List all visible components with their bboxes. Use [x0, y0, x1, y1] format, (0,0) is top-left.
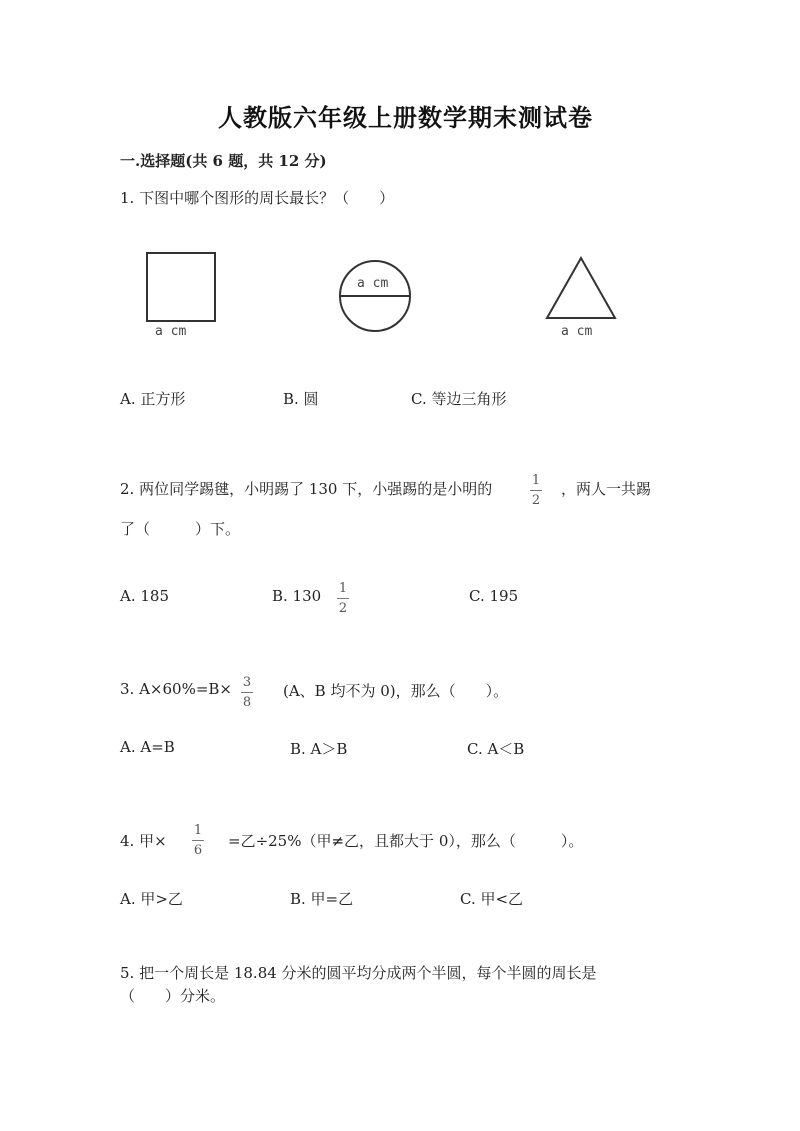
question-4-fraction — [192, 824, 204, 857]
page-title: 人教版六年级上册数学期末测试卷 — [218, 103, 593, 132]
square-side-label: a cm — [155, 324, 187, 339]
question-5-text-part2: （ ）分米。 — [120, 987, 226, 1005]
question-4-option-c: C. 甲<乙 — [460, 890, 524, 908]
question-2-option-a: A. 185 — [120, 587, 169, 605]
question-4-option-b: B. 甲=乙 — [290, 890, 354, 908]
question-2-text-part3: 了（ ）下。 — [120, 520, 241, 538]
question-3-option-c: C. A＜B — [467, 740, 525, 758]
fraction-bar — [530, 490, 542, 491]
question-1-text: 1. 下图中哪个图形的周长最长？（ ） — [120, 189, 395, 207]
fraction-denominator: 2 — [338, 601, 348, 616]
question-4-text-part2: =乙÷25%（甲≠乙，且都大于 0），那么（ ）。 — [228, 832, 584, 850]
question-2-fraction — [530, 474, 542, 507]
fraction-numerator: 1 — [531, 473, 541, 488]
fraction-numerator: 3 — [242, 675, 252, 690]
question-2-option-c: C. 195 — [469, 587, 519, 605]
question-5-text-part1: 5. 把一个周长是 18.84 分米的圆平均分成两个半圆，每个半圆的周长是 — [120, 964, 597, 982]
fraction-bar — [241, 692, 253, 693]
fraction-denominator: 6 — [193, 843, 203, 858]
question-3-text-part1: 3. A×60%=B× — [120, 680, 232, 698]
fraction-denominator: 8 — [242, 695, 252, 710]
triangle-side-label: a cm — [561, 324, 593, 339]
question-4-text-part1: 4. 甲× — [120, 832, 167, 850]
question-2-option-b: B. 130 — [272, 587, 322, 605]
section-heading: 一.选择题(共 6 题，共 12 分) — [120, 152, 327, 170]
fraction-numerator: 1 — [193, 823, 203, 838]
question-3-option-b: B. A＞B — [290, 740, 348, 758]
circle-diameter-label: a cm — [357, 276, 389, 291]
question-1-option-b: B. 圆 — [283, 390, 319, 408]
question-3-option-a: A. A=B — [120, 738, 175, 756]
question-1-option-a: A. 正方形 — [120, 390, 186, 408]
fraction-numerator: 1 — [338, 581, 348, 596]
fraction-bar — [192, 840, 204, 841]
question-3-fraction — [241, 676, 253, 709]
question-3-text-part2: (A、B 均不为 0)，那么（ ）。 — [283, 682, 509, 700]
triangle-figure — [547, 258, 615, 318]
question-2-text-part2: ，两人一共踢 — [561, 480, 652, 498]
question-2-option-b-fraction — [337, 582, 349, 615]
question-2-text-part1: 2. 两位同学踢毽，小明踢了 130 下，小强踢的是小明的 — [120, 480, 493, 498]
question-1-option-c: C. 等边三角形 — [411, 390, 507, 408]
fraction-bar — [337, 598, 349, 599]
fraction-denominator: 2 — [531, 493, 541, 508]
question-1-figures — [0, 240, 800, 360]
square-figure — [147, 253, 215, 321]
question-4-option-a: A. 甲>乙 — [120, 890, 183, 908]
